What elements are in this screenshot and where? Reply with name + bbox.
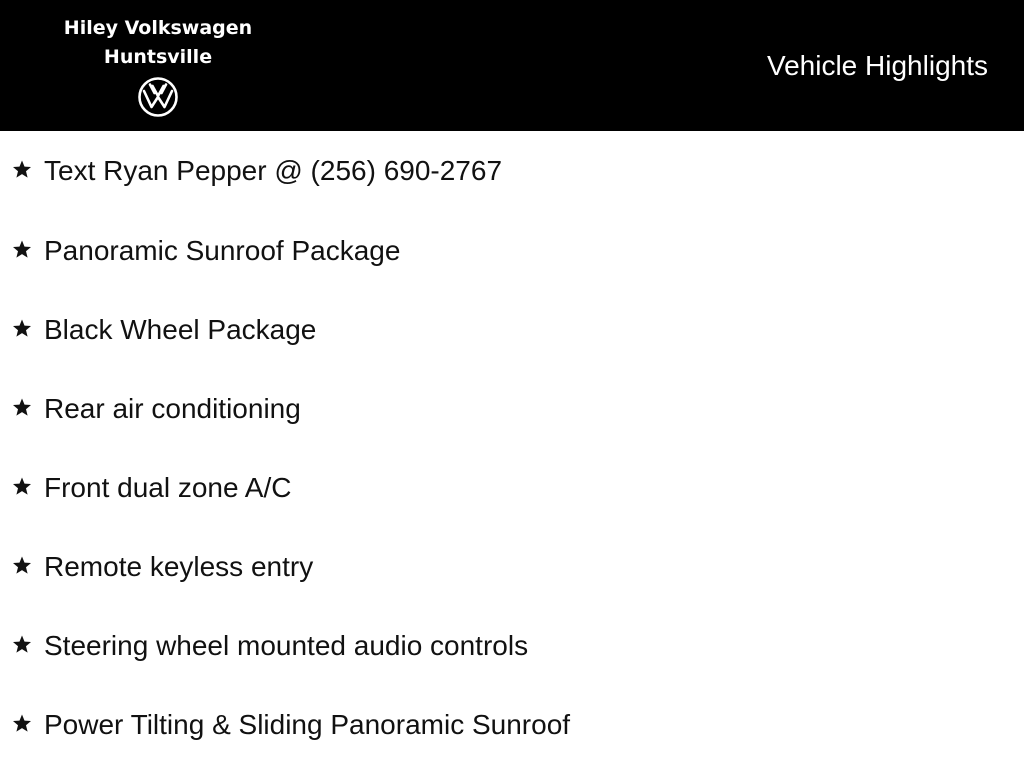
list-item (0, 448, 570, 527)
dealer-name-line1: Hiley Volkswagen (63, 17, 253, 39)
star-icon (12, 555, 32, 575)
highlights-list (0, 131, 570, 764)
star-icon (12, 713, 32, 733)
list-item-label: Rear air conditioning (44, 392, 301, 424)
list-item-label: Panoramic Sunroof Package (44, 234, 401, 266)
star-icon (12, 318, 32, 338)
dealer-name (58, 14, 258, 72)
star-icon (12, 239, 32, 259)
list-item-label: Steering wheel mounted audio controls (44, 629, 529, 661)
header-bar (0, 0, 1024, 131)
list-item (0, 211, 570, 290)
list-item-label: Black Wheel Package (44, 313, 317, 345)
list-item-label: Power Tilting & Sliding Panoramic Sunroof (44, 708, 571, 740)
section-title: Vehicle Highlights (766, 50, 988, 81)
list-item (0, 369, 570, 448)
list-item (0, 685, 570, 764)
star-icon (12, 159, 32, 179)
list-item (0, 527, 570, 606)
vw-logo-icon (137, 76, 179, 118)
list-item-label: Text Ryan Pepper @ (256) 690-2767 (44, 155, 503, 186)
list-item (0, 290, 570, 369)
star-icon (12, 476, 32, 496)
list-item (0, 131, 570, 211)
list-item-label: Remote keyless entry (44, 550, 314, 582)
list-item (0, 606, 570, 685)
dealer-name-line2: Huntsville (103, 46, 213, 68)
star-icon (12, 634, 32, 654)
list-item-label: Front dual zone A/C (44, 471, 292, 503)
star-icon (12, 397, 32, 417)
